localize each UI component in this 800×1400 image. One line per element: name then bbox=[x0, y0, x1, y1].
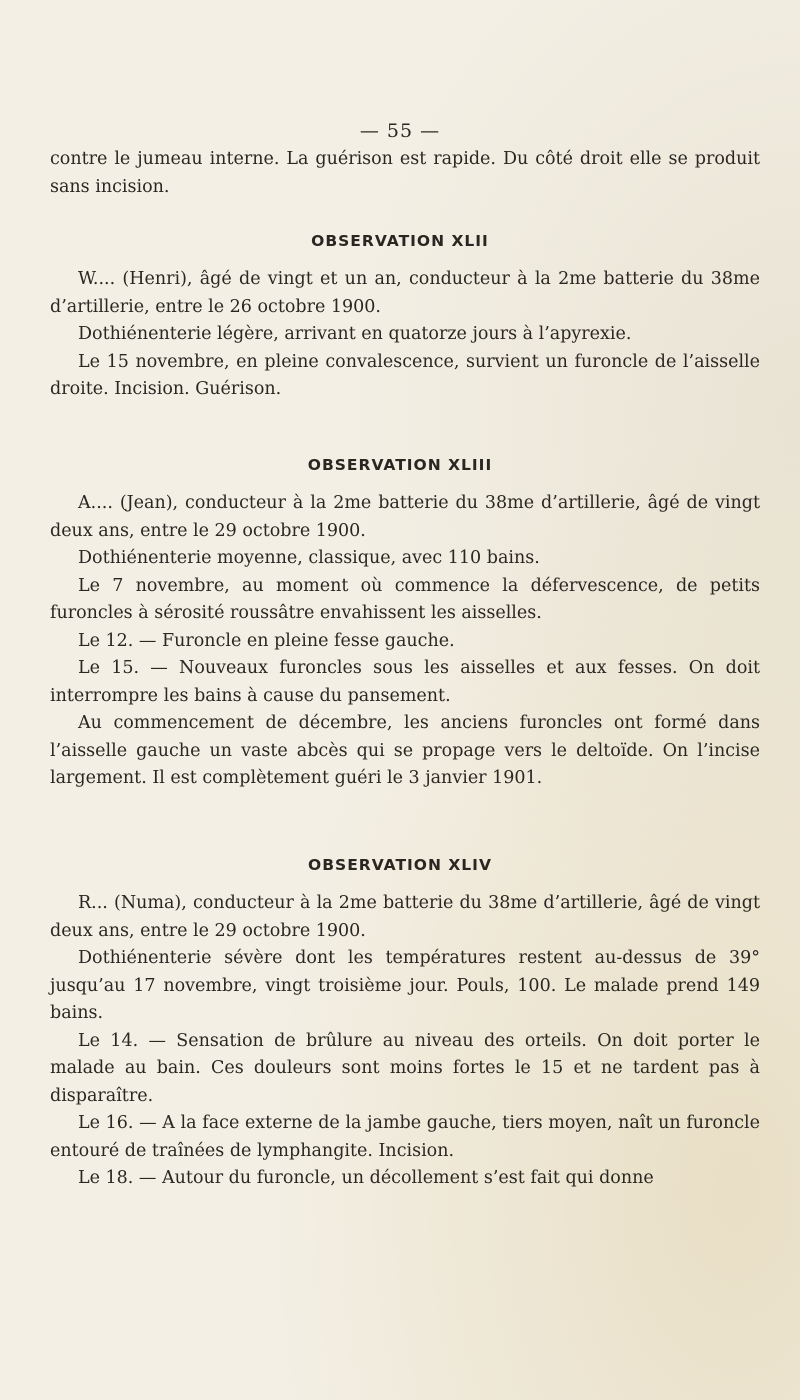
observation-43-paragraph: Le 7 novembre, au moment où commence la défervescence, de petits furoncles à sérosité roussâtre envahissent les aisselles. bbox=[50, 575, 760, 623]
observation-43-body bbox=[50, 490, 760, 793]
observation-43-paragraph: A.... (Jean), conducteur à la 2me batterie du 38me d’artillerie, âgé de vingt deux ans, entre le 29 octobre 1900. bbox=[50, 493, 760, 541]
observation-44-paragraph: Le 18. — Autour du furoncle, un décollement s’est fait qui donne bbox=[78, 1168, 654, 1188]
observation-42-paragraph: Le 15 novembre, en pleine convalescence, survient un furoncle de l’aisselle droite. Incision. Guérison. bbox=[50, 351, 760, 399]
observation-42-paragraph: Dothiénenterie légère, arrivant en quatorze jours à l’apyrexie. bbox=[78, 324, 632, 344]
intro-text bbox=[50, 146, 760, 201]
observation-44-paragraph: Le 16. — A la face externe de la jambe gauche, tiers moyen, naît un furoncle entouré de traînées de lymphangite. Incision. bbox=[50, 1113, 760, 1161]
observation-42-paragraph: W.... (Henri), âgé de vingt et un an, conducteur à la 2me batterie du 38me d’artillerie, entre le 26 octobre 1900. bbox=[50, 269, 760, 317]
observation-44-heading: OBSERVATION XLIV bbox=[308, 856, 492, 874]
observation-44-paragraph: R... (Numa), conducteur à la 2me batterie du 38me d’artillerie, âgé de vingt deux ans, entre le 29 octobre 1900. bbox=[50, 893, 760, 941]
observation-43-heading: OBSERVATION XLIII bbox=[307, 456, 493, 474]
observation-43-paragraph: Dothiénenterie moyenne, classique, avec 110 bains. bbox=[78, 548, 540, 568]
observation-44-body bbox=[50, 890, 760, 1193]
observation-43-paragraph: Le 15. — Nouveaux furoncles sous les aisselles et aux fesses. On doit interrompre les bains à cause du pansement. bbox=[50, 658, 760, 706]
observation-44-paragraph: Dothiénenterie sévère dont les températures restent au-dessus de 39° jusqu’au 17 novembre, vingt troisième jour. Pouls, 100. Le malade prend 149 bains. bbox=[50, 948, 760, 1023]
observation-42-body bbox=[50, 266, 760, 404]
page-number: — 55 — bbox=[359, 120, 441, 142]
observation-43-paragraph: Au commencement de décembre, les anciens furoncles ont formé dans l’aisselle gauche un vaste abcès qui se propage vers le deltoïde. On l’incise largement. Il est complètement guéri le 3 janvier 1901. bbox=[50, 713, 760, 788]
observation-42-heading: OBSERVATION XLII bbox=[311, 232, 489, 250]
observation-44-paragraph: Le 14. — Sensation de brûlure au niveau des orteils. On doit porter le malade au bain. Ces douleurs sont moins fortes le 15 et ne tardent pas à disparaître. bbox=[50, 1030, 760, 1106]
observation-43-paragraph: Le 12. — Furoncle en pleine fesse gauche. bbox=[78, 630, 455, 651]
intro-paragraph: contre le jumeau interne. La guérison est rapide. Du côté droit elle se produit sans incision. bbox=[50, 149, 760, 197]
